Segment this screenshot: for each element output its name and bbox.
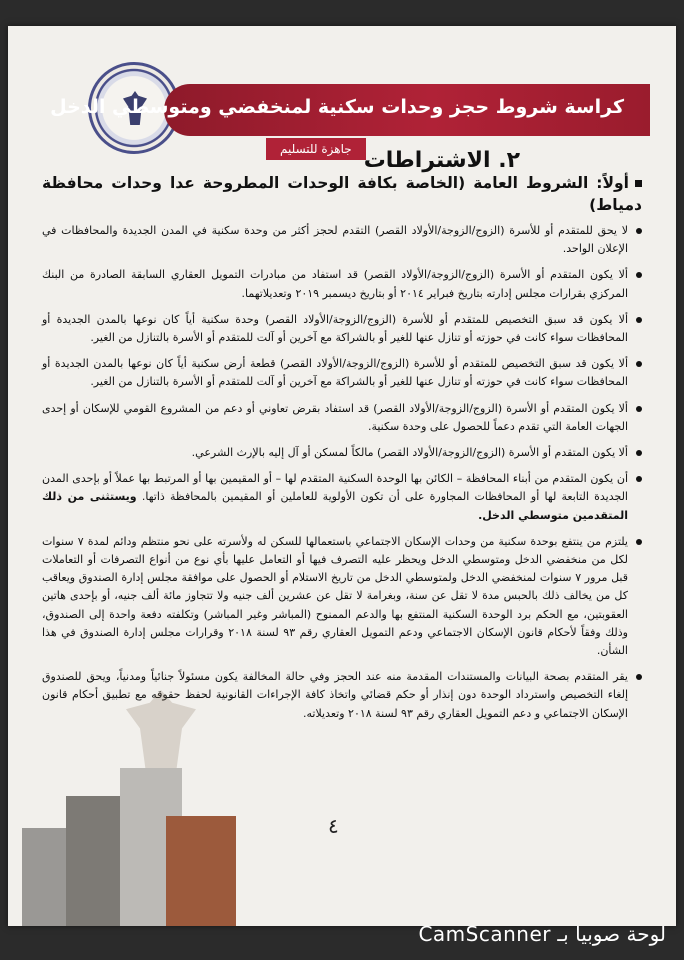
document-page <box>8 26 676 926</box>
terms-content <box>42 172 642 731</box>
term-item-7-text: أن يكون المتقدم من أبناء المحافظة – الكائن بها الوحدة السكنية المتقدم لها – أو المقيمين بها أو المرتبط بها عملاً أو بإحدى المدن الجديدة التابعة لها أو المحافظات المجاورة على أن تكون الأولوية للعاملين أو المقيمين بالمحافظة ذاتها. <box>42 472 628 504</box>
term-item-7 <box>42 470 642 525</box>
term-item-9: يقر المتقدم بصحة البيانات والمستندات المقدمة منه عند الحجز وفي حالة المخالفة يكون مسئولاً جنائياً ومدنياً، ويحق للصندوق إلغاء التخصيص واسترداد الوحدة دون إنذار أو حكم قضائي واتخاذ كافة الإجراءات القانونية لحفظ حقوقه مع تطبيق أحكام قانون الإسكان الاجتماعي و دعم التمويل العقاري رقم ٩٣ لسنة ٢٠١٨ وتعديلاته. <box>42 668 642 723</box>
general-terms-heading-text: أولاً: الشروط العامة (الخاصة بكافة الوحدات المطروحة عدا وحدات محافظة دمياط) <box>42 174 642 214</box>
buildings-illustration <box>22 768 238 926</box>
page-number: ٤ <box>328 814 339 838</box>
square-bullet-icon <box>635 180 642 187</box>
building-shape <box>166 816 236 926</box>
section-title: ٢. الاشتراطات <box>363 148 520 173</box>
general-terms-heading <box>42 172 642 216</box>
header-banner <box>50 84 650 136</box>
document-title: كراسة شروط حجز وحدات سكنية لمنخفضي ومتوسطي الدخل <box>50 96 624 118</box>
term-item-8: يلتزم من ينتفع بوحدة سكنية من وحدات الإسكان الاجتماعي باستعمالها للسكن له ولأسرته على نحو منتظم ودائم لمدة ٧ سنوات لكل من منخفضي الدخل ومتوسطي الدخل ويحظر عليه التصرف فيها أو التعامل عليها بأي نوع من أنواع التصرفات أو التعاملات قبل مرور ٧ سنوات لمنخفضي الدخل ولمتوسطي الدخل من تاريخ الاستلام أو الحصول على موافقة مجلس إدارة الصندوق ويعاقب كل من يخالف ذلك بالحبس مدة لا تقل عن سنة، وبغرامة لا تقل عن عشرين ألف جنيه ولا تتجاوز مائة ألف جنيه، أو بإحدى هاتين العقوبتين، مع الحكم برد الوحدة السكنية المنتفع بها والدعم الممنوح (المباشر وغير المباشر) وتكلفته دفعة واحدة إلى الصندوق، وذلك وفقاً لأحكام قانون الإسكان الاجتماعي ودعم التمويل العقاري رقم ٩٣ لسنة ٢٠١٨ وقرارات مجلس إدارة الصندوق في هذا الشأن. <box>42 533 642 660</box>
building-shape <box>22 828 68 926</box>
term-item-3: ألا يكون قد سبق التخصيص للمتقدم أو للأسرة (الزوج/الزوجة/الأولاد القصر) وحدة سكنية أياً كان نوعها بالمدن الجديدة أو المحافظات سواء كانت في حوزته أو تنازل عنها للغير أو بالشراكة مع آخرين أو آلت للمتقدم أو الأسرة بالتنازل من الغير. <box>42 311 642 347</box>
term-item-1: لا يحق للمتقدم أو للأسرة (الزوج/الزوجة/الأولاد القصر) التقدم لحجز أكثر من وحدة سكنية في المدن الجديدة والمحافظات في الإعلان الواحد. <box>42 222 642 258</box>
scanner-watermark: لوحة صوبيا بـ CamScanner <box>418 922 666 946</box>
term-item-2: ألا يكون المتقدم أو الأسرة (الزوج/الزوجة/الأولاد القصر) قد استفاد من مبادرات التمويل العقاري السابقة الصادرة من البنك المركزي بقرارات مجلس إدارته بتاريخ فبراير ٢٠١٤ أو بتاريخ ديسمبر ٢٠١٩ وتعديلاتهما. <box>42 266 642 302</box>
term-item-5: ألا يكون المتقدم أو الأسرة (الزوج/الزوجة/الأولاد القصر) قد استفاد بقرض تعاوني أو دعم من المشروع القومي للإسكان أو إحدى الجهات العامة التي تقدم دعماً للحصول على وحدة سكنية. <box>42 400 642 436</box>
term-item-4: ألا يكون قد سبق التخصيص للمتقدم أو للأسرة (الزوج/الزوجة/الأولاد القصر) قطعة أرض سكنية أياً كان نوعها بالمدن الجديدة أو المحافظات سواء كانت في حوزته أو تنازل عنها للغير أو بالشراكة مع آخرين أو آلت للمتقدم أو الأسرة بالتنازل من الغير. <box>42 355 642 391</box>
term-item-7-exception: ويستثنى من ذلك المتقدمين متوسطي الدخل. <box>42 490 628 522</box>
building-shape <box>66 796 120 926</box>
term-item-6: ألا يكون المتقدم أو الأسرة (الزوج/الزوجة/الأولاد القصر) مالكاً لمسكن أو آل إليه بالإرث الشرعي. <box>42 444 642 462</box>
header-subtitle: جاهزة للتسليم <box>266 138 366 160</box>
